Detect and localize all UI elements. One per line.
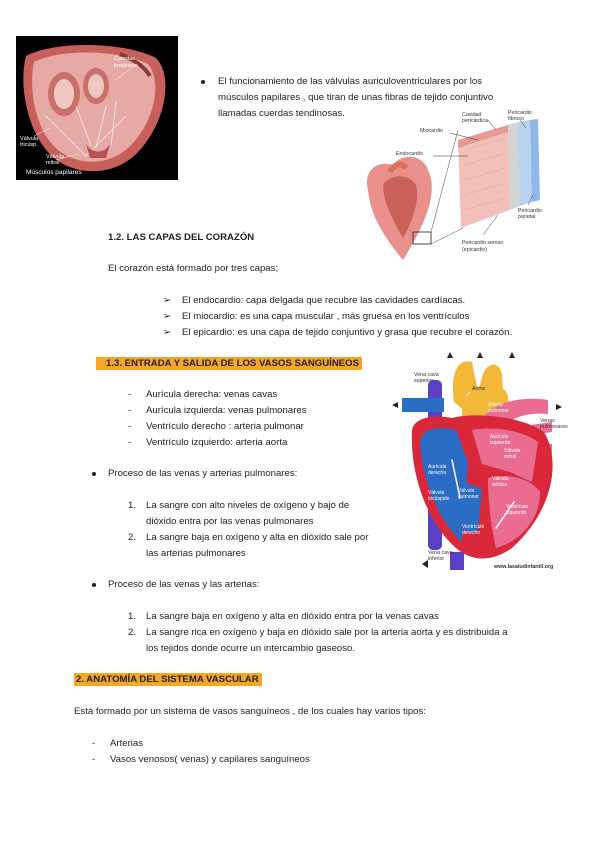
layer-item-1: El endocardio: capa delgada que recubre las cavidades cardíacas. — [182, 295, 466, 306]
step-number: 2. — [128, 532, 137, 543]
label-par-1: Pericardio — [518, 208, 542, 214]
label-valv-aortica-1: Válvula — [492, 476, 509, 482]
section-2-intro: Está formado por un sistema de vasos sanguíneos , de los cuales hay varios tipos: — [74, 706, 426, 717]
vessel-item-3: Ventrículo derecho : arteria pulmonar — [146, 421, 304, 432]
dash: - — [128, 421, 132, 432]
step-number: 1. — [128, 500, 137, 511]
heart-layers-image — [358, 110, 548, 270]
label-valvula-mid-1: Válvula — [46, 154, 65, 160]
process-1-title: Proceso de las venas y arterias pulmonares: — [108, 468, 298, 479]
process-1-step-2-line-1: La sangre baja en oxígeno y alta en dióxido sale por — [146, 532, 369, 543]
label-vena-inf-2: inferior — [428, 556, 445, 562]
label-valvula-mid-2: mitral — [46, 160, 60, 166]
vessel-type-2: Vasos venosos( venas) y capilares sanguíneos — [110, 754, 310, 765]
label-art-pulm-1: Arteria — [488, 402, 503, 408]
bullet-dot — [201, 80, 205, 84]
heart-diagram-image — [392, 352, 572, 574]
bullet-dot — [92, 472, 96, 476]
label-epi-2: (epicardio) — [462, 247, 488, 253]
label-venas-pulm-1: Venas — [540, 418, 555, 424]
layer-item-3: El epicardio: es una capa de tejido conjuntivo y grasa que recubre el corazón. — [182, 327, 513, 338]
label-vent-izq-2: izquierdo — [506, 510, 527, 516]
label-vena-inf-1: Vena cava — [428, 550, 453, 556]
label-auricula-izq-2: izquierda — [490, 440, 511, 446]
label-vena-sup-1: Vena cava — [414, 372, 439, 378]
heart-layers-illustration — [358, 110, 548, 270]
label-cuerdas: Cuerdas — [114, 56, 135, 62]
label-valvula-left-1: Válvula — [20, 136, 39, 142]
section-2-heading-text: 2. ANATOMÍA DEL SISTEMA VASCULAR — [74, 673, 262, 686]
label-auricula-der-2: derecha — [428, 470, 447, 476]
process-2-step-2-line-1: La sangre rica en oxígeno y baja en dióxido sale por la arteria aorta y es distribuida a — [146, 627, 508, 638]
vessel-item-2: Aurícula izquierda: venas pulmonares — [146, 405, 307, 416]
label-miocardio: Miocardio — [420, 128, 443, 134]
label-url: www.lasaludinfantil.org — [494, 564, 554, 570]
vessel-item-1: Aurícula derecha: venas cavas — [146, 389, 278, 400]
label-musculos: Músculos papilares — [26, 169, 82, 176]
step-number: 2. — [128, 627, 137, 638]
label-par-2: parietal — [518, 214, 536, 220]
label-vent-der-1: Ventrículo — [462, 524, 485, 530]
label-cavidad-2: pericárdica — [462, 118, 488, 124]
dash: - — [92, 738, 96, 749]
label-valv-mitral-1: Válvula — [504, 448, 521, 454]
label-pericardio-1: Pericardio — [508, 110, 532, 116]
dash: - — [92, 754, 96, 765]
label-pericardio-2: fibroso — [508, 116, 524, 122]
label-valv-aortica-2: aórtica — [492, 482, 508, 488]
label-auricula-der-1: Aurícula — [428, 464, 447, 470]
section-1-2-intro: El corazón está formado por tres capas; — [108, 263, 279, 274]
process-1-step-1-line-1: La sangre con alto niveles de oxígeno y bajo de — [146, 500, 350, 511]
vessel-item-4: Ventrículo izquierdo: arteria aorta — [146, 437, 288, 448]
dash: - — [128, 389, 132, 400]
process-2-title: Proceso de las venas y las arterias: — [108, 579, 260, 590]
label-endocardio: Endocardio — [396, 151, 423, 157]
arrow-bullet: ➢ — [163, 327, 172, 338]
bullet-dot — [92, 583, 96, 587]
label-auricula-izq-1: Aurícula — [490, 434, 509, 440]
arrow-bullet: ➢ — [163, 295, 172, 306]
process-2-step-1-line-1: La sangre baja en oxígeno y alta en dióxido entra por la venas cavas — [146, 611, 439, 622]
label-valv-pulm-2: pulmonar — [458, 494, 479, 500]
label-venas-pulm-2: pulmonares — [540, 424, 568, 430]
label-valv-mitral-2: mitral — [504, 454, 517, 460]
label-vena-sup-2: superior — [414, 378, 434, 384]
label-tendinosa: tendinosa — [114, 63, 138, 69]
label-valvula-left-2: tricúsp. — [20, 142, 38, 148]
process-1-step-2-line-2: las arterias pulmonares — [146, 548, 246, 559]
label-vent-izq-1: Ventrículo — [506, 504, 529, 510]
step-number: 1. — [128, 611, 137, 622]
label-aorta: Aorta — [472, 386, 485, 392]
process-2-step-2-line-2: los tejidos donde ocurre un intercambio gaseoso. — [146, 643, 356, 654]
section-2-heading — [74, 672, 262, 688]
arrow-bullet: ➢ — [163, 311, 172, 322]
label-valv-tric-1: Válvula — [428, 490, 445, 496]
section-1-3-heading — [96, 356, 362, 372]
dash: - — [128, 405, 132, 416]
vessel-type-1: Arterias — [110, 738, 144, 749]
label-art-pulm-2: pulmonar — [488, 408, 509, 414]
valve-line-3: llamadas cuerdas tendinosas. — [218, 108, 345, 119]
label-cavidad-1: Cavidad — [462, 112, 482, 118]
dash: - — [128, 437, 132, 448]
valves-image — [16, 36, 178, 180]
process-1-step-1-line-2: dióxido entra por las venas pulmonares — [146, 516, 314, 527]
label-vent-der-2: derecho — [462, 530, 481, 536]
valves-illustration — [16, 36, 178, 180]
label-valv-tric-2: tricúspide — [428, 496, 450, 502]
valve-line-1: El funcionamiento de las válvulas auriculoventriculares por los — [218, 76, 482, 87]
section-1-2-heading: 1.2. LAS CAPAS DEL CORAZÓN — [108, 232, 255, 243]
label-epi-1: Pericardio seroso — [462, 240, 504, 246]
layer-item-2: El miocardio: es una capa muscular , más gruesa en los ventrículos — [182, 311, 470, 322]
label-valv-pulm-1: Válvula — [458, 488, 475, 494]
valve-line-2: músculos papilares , que tiran de unas fibras de tejido conjuntivo — [218, 92, 494, 103]
section-1-3-heading-text: 1.3. ENTRADA Y SALIDA DE LOS VASOS SANGUÍNEOS — [96, 357, 362, 370]
